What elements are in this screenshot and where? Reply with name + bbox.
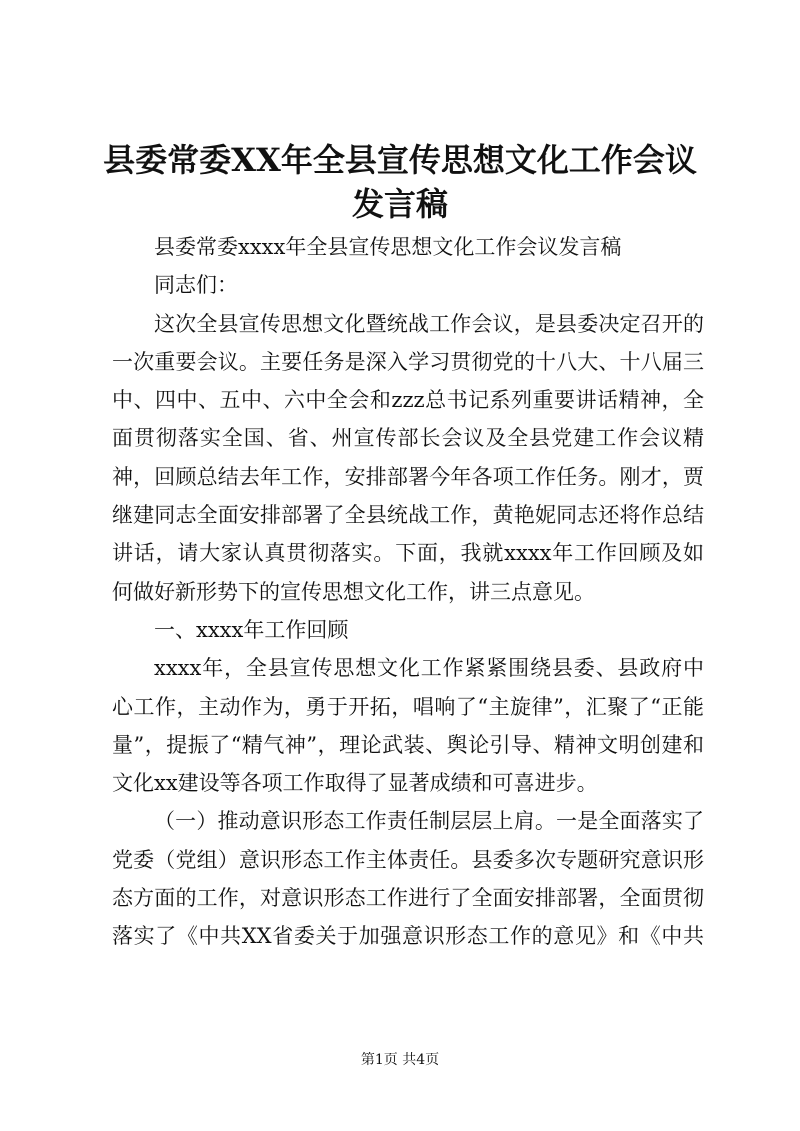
paragraph-subtitle: 县委常委xxxx年全县宣传思想文化工作会议发言稿 (154, 235, 622, 259)
paragraph-ideology-responsibility: （一）推动意识形态工作责任制层层上肩。一是全面落实了党委（党组）意识形态工作主体责任。县委多次专题研究意识形态方面的工作，对意识形态工作进行了全面安排部署，全面贯彻落实了《中共XX省委关于加强意识形态工作的意见》和《中共 (112, 809, 704, 949)
paragraph-introduction: 这次全县宣传思想文化暨统战工作会议，是县委决定召开的一次重要会议。主要任务是深入学习贯彻党的十八大、十八届三中、四中、五中、六中全会和zzz总书记系列重要讲话精神，全面贯彻落实全国、省、州宣传部长会议及全县党建工作会议精神，回顾总结去年工作，安排部署今年各项工作任务。刚才，贾继建同志全面安排部署了全县统战工作，黄艳妮同志还将作总结讲话，请大家认真贯彻落实。下面，我就xxxx年工作回顾及如何做好新形势下的宣传思想文化工作，讲三点意见。 (112, 311, 704, 604)
page-number-footer: 第1页 共4页 (360, 1052, 440, 1068)
paragraph-review-summary: xxxx年，全县宣传思想文化工作紧紧围绕县委、县政府中心工作，主动作为，勇于开拓，唱响了“主旋律”，汇聚了“正能量”，提振了“精气神”，理论武装、舆论引导、精神文明创建和文化xx建设等各项工作取得了显著成绩和可喜进步。 (112, 656, 704, 796)
section-heading-review: 一、xxxx年工作回顾 (154, 617, 349, 642)
document-title: 县委常委XX年全县宣传思想文化工作会议发言稿 (103, 141, 697, 223)
paragraph-salutation: 同志们： (154, 273, 238, 298)
document-body (112, 228, 704, 956)
